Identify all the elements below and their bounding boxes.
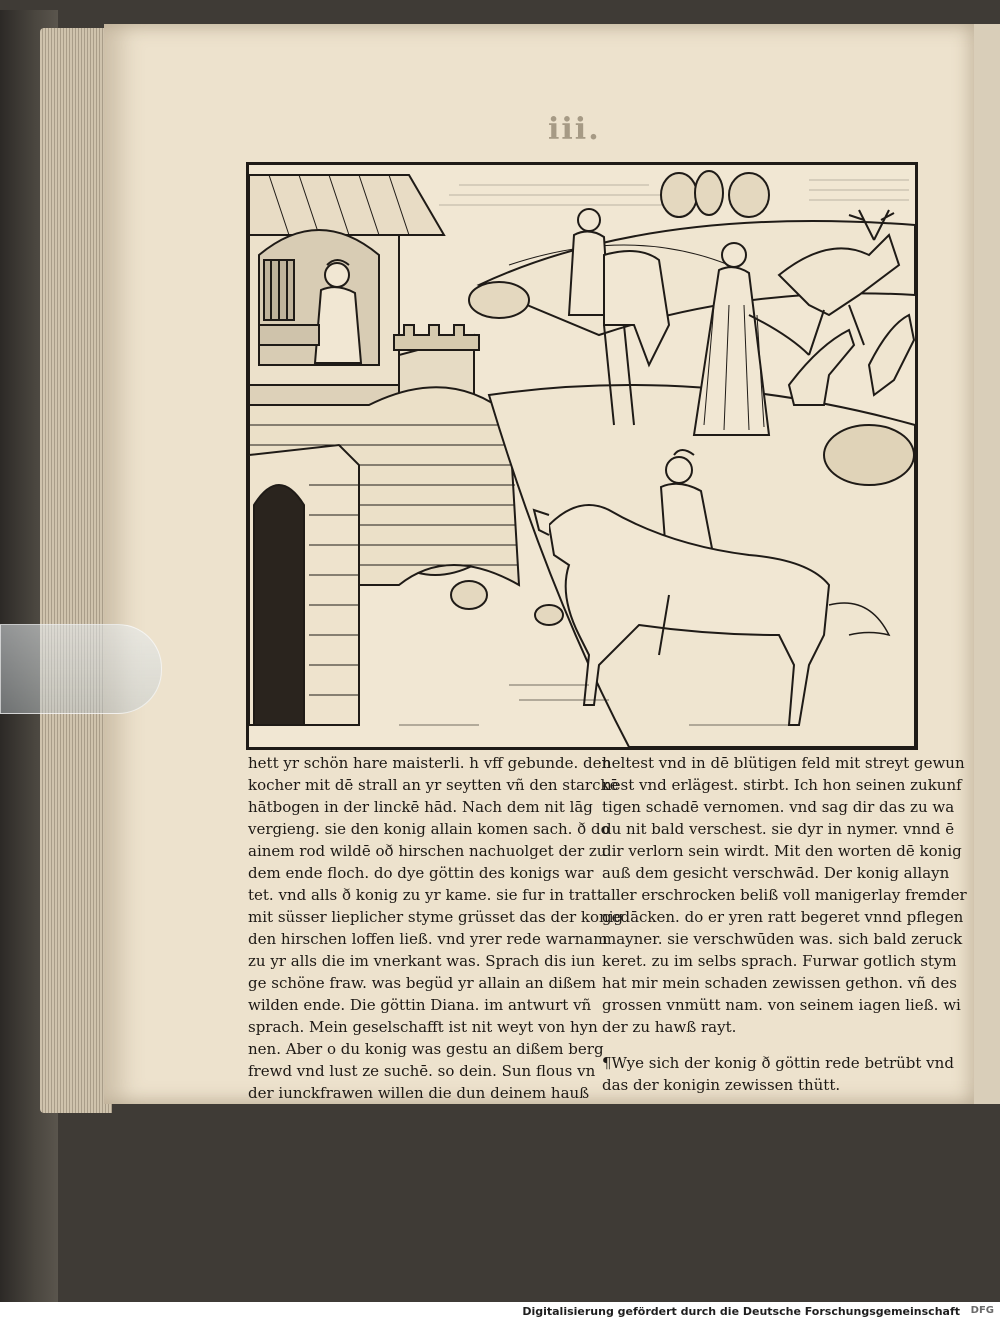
page-stack-edges [40,28,112,1113]
text-line: kocher mit dē strall an yr seytten vñ den starckē [248,776,619,794]
text-line: du nit bald verschest. sie dyr in nymer. vnnd ē [602,820,955,838]
plastic-page-clip [0,624,162,714]
text-line: dem ende floch. do dye göttin des konigs war [248,864,594,882]
text-line: vergieng. sie den konig allain komen sach. ð do [248,820,610,838]
text-line: aller erschrocken beliß voll manigerlay fremder [602,886,967,904]
footer-credit: Digitalisierung gefördert durch die Deutsche Forschungsgemeinschaft [522,1305,960,1318]
text-line: hat mir mein schaden zewissen gethon. vñ des [602,974,957,992]
text-line: dir verlorn sein wirdt. Mit den worten dē konig [602,842,962,860]
text-column-left [248,752,624,1104]
text-line: ge schöne fraw. was begüd yr allain an dißem [248,974,596,992]
text-line: keret. zu im selbs sprach. Furwar gotlich stym [602,952,957,970]
text-line: heltest vnd in dē blütigen feld mit streyt gewun [602,754,965,772]
chapter-heading-line: ¶Wye sich der konig ð göttin rede betrübt vnd [602,1054,954,1072]
text-line: tigen schadē vernomen. vnd sag dir das zu wa [602,798,955,816]
text-line: nen. Aber o du konig was gestu an dißem berg [248,1040,604,1058]
text-column-right [602,752,967,1096]
text-line: tet. vnd alls ð konig zu yr kame. sie fur in tratt [248,886,603,904]
woodcut-illustration [246,162,918,750]
text-line: mayner. sie verschwūden was. sich bald zeruck [602,930,963,948]
text-line: frewd vnd lust ze suchē. so dein. Sun flous vn [248,1062,596,1080]
text-line: der zu hawß rayt. [602,1018,737,1036]
folio-number: iii. [548,112,601,147]
text-line: den hirschen loffen ließ. vnd yrer rede warnam [248,930,608,948]
text-line: grossen vnmütt nam. von seinem iagen ließ. wi [602,996,961,1014]
chapter-heading-line: das der konigin zewissen thütt. [602,1076,841,1094]
text-line: sprach. Mein geselschafft ist nit weyt von hyn [248,1018,598,1036]
text-line: gedācken. do er yren ratt begeret vnnd pflegen [602,908,964,926]
text-line: ainem rod wildē oð hirschen nachuolget der zu [248,842,607,860]
text-line: der iunckfrawen willen die dun deinem hauß [248,1084,590,1102]
text-line: hātbogen in der linckē hād. Nach dem nit lāg [248,798,593,816]
text-line: nest vnd erlägest. stirbt. Ich hon seinen zukunf [602,776,962,794]
text-line: hett yr schön hare maisterli. h vff gebunde. den [248,754,612,772]
dfg-logo: DFG [970,1305,994,1316]
text-line: auß dem gesicht verschwād. Der konig allayn [602,864,950,882]
facing-page-edge [974,24,1000,1104]
text-line: mit süsser lieplicher styme grüsset das der konig [248,908,624,926]
heading-spacer [602,1038,940,1052]
text-line: wilden ende. Die göttin Diana. im antwurt vñ [248,996,592,1014]
digitization-footer [0,1302,1000,1321]
text-line: zu yr alls die im vnerkant was. Sprach dis iun [248,952,596,970]
